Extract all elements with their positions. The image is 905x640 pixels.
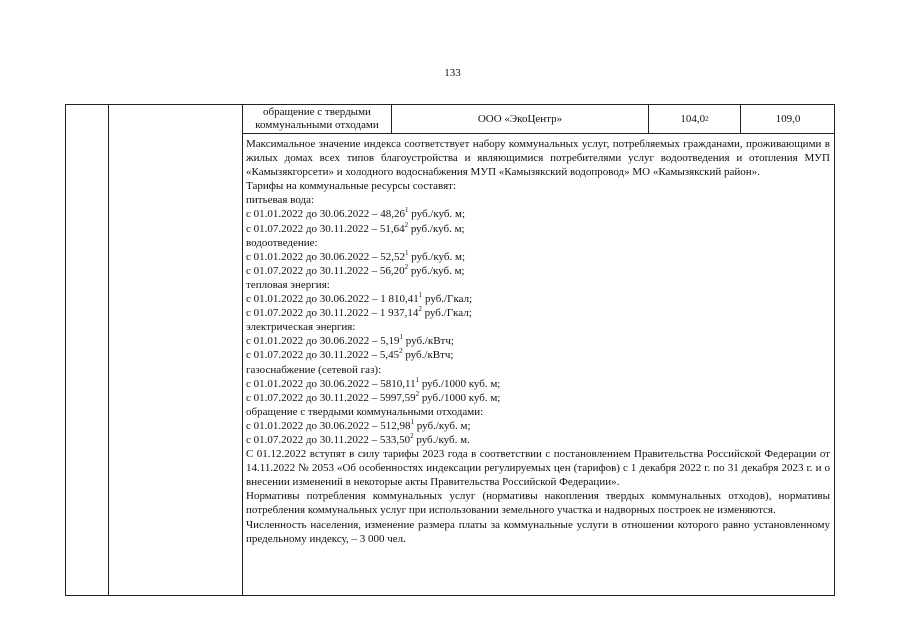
- description-cell: [246, 137, 830, 546]
- tariff-line: [246, 391, 830, 405]
- tariff-unit: руб./куб. м.: [413, 433, 470, 446]
- tariff-line: [246, 250, 830, 264]
- index-2023-cell: 109,0: [775, 112, 801, 125]
- footnote-mark: 2: [418, 305, 422, 314]
- tariff-period-value: с 01.07.2022 до 30.11.2022 – 1 937,14: [246, 307, 419, 320]
- paragraph-population: Численность населения, изменение размера платы за коммунальные услуги в отношении которого равно установленному предельному индексу, – 3 000 чел.: [246, 518, 830, 545]
- page-number: 133: [444, 67, 461, 79]
- resource-name: газоснабжение (сетевой газ):: [246, 363, 382, 376]
- tariff-period-value: с 01.01.2022 до 30.06.2022 – 48,26: [246, 208, 405, 221]
- tariff-unit: руб./Гкал;: [422, 293, 473, 306]
- resource-name: питьевая вода:: [246, 194, 315, 207]
- footnote-mark: 2: [410, 431, 414, 440]
- footnote-mark: 1: [404, 248, 409, 257]
- footnote-mark: 1: [399, 333, 403, 342]
- tariff-unit: руб./1000 куб. м;: [419, 391, 501, 404]
- tariff-period-value: с 01.07.2022 до 30.11.2022 – 5,45: [246, 349, 400, 362]
- footnote-mark: 2: [404, 262, 409, 271]
- footnote-mark: 1: [418, 291, 423, 300]
- tariff-unit: руб./1000 куб. м;: [419, 377, 501, 390]
- tariff-period-value: с 01.01.2022 до 30.06.2022 – 5810,11: [246, 377, 416, 390]
- tariff-period-value: с 01.01.2022 до 30.06.2022 – 5,19: [246, 335, 400, 348]
- row-divider: [242, 133, 834, 134]
- index-2022-value: 104,0: [680, 112, 706, 125]
- tariffs-intro: Тарифы на коммунальные ресурсы составят:: [246, 180, 457, 193]
- tariff-period-value: с 01.01.2022 до 30.06.2022 – 1 810,41: [246, 293, 419, 306]
- footnote-mark: 1: [415, 375, 420, 384]
- footnote-mark: 1: [410, 417, 414, 426]
- tariff-line: [246, 264, 830, 278]
- tariff-line: [246, 222, 830, 236]
- tariff-unit: руб./Гкал;: [421, 307, 472, 320]
- footnote-mark: 1: [404, 206, 409, 215]
- tariff-period-value: с 01.07.2022 до 30.11.2022 – 56,20: [246, 264, 405, 277]
- resource-name: тепловая энергия:: [246, 278, 330, 291]
- tariff-line: [246, 348, 830, 362]
- resource-name: водоотведение:: [246, 236, 318, 249]
- tariff-unit: руб./куб. м;: [408, 264, 465, 277]
- paragraph-index-description: Максимальное значение индекса соответствует набору коммунальных услуг, потребляемых гражданами, проживающими в жилых домах всех типов благоустройства и являющимися потребителями услуг водоотведения и отопления МУП «Камызякгорсети» и холодного водоснабжения МУП «Камызякский водопровод» МО «Камызякский район».: [246, 138, 830, 179]
- resource-name: обращение с твердыми коммунальными отходами:: [246, 405, 484, 418]
- tariff-unit: руб./кВтч;: [402, 349, 454, 362]
- tariff-line: [246, 292, 830, 306]
- footnote-mark: 2: [399, 347, 403, 356]
- tariff-unit: руб./куб. м;: [413, 419, 471, 432]
- provider-cell: ООО «ЭкоЦентр»: [477, 112, 563, 125]
- column-divider: [242, 105, 243, 595]
- footnote-mark: 2: [415, 389, 420, 398]
- column-divider: [108, 105, 109, 595]
- tariff-period-value: с 01.07.2022 до 30.11.2022 – 5997,59: [246, 391, 416, 404]
- tariff-line: [246, 419, 830, 433]
- tariff-period-value: с 01.01.2022 до 30.06.2022 – 52,52: [246, 250, 405, 263]
- resource-name: электрическая энергия:: [246, 321, 356, 334]
- tariff-list: [246, 179, 830, 447]
- tariff-table: [65, 104, 835, 596]
- paragraph-tariffs-2023: С 01.12.2022 вступят в силу тарифы 2023 года в соответствии с постановлением Правительства Российской Федерации от 14.11.2022 № 2053 «Об особенностях индексации регулируемых цен (тарифов) с 1 декабря 2022 г. по 31 декабря 2023 г. и о внесении изменений в некоторые акты Правительства Российской Федерации».: [246, 448, 830, 489]
- tariff-period-value: с 01.07.2022 до 30.11.2022 – 533,50: [246, 433, 411, 446]
- tariff-unit: руб./куб. м;: [408, 222, 465, 235]
- tariff-unit: руб./кВтч;: [402, 335, 454, 348]
- tariff-line: [246, 433, 830, 447]
- footnote-mark: 2: [404, 220, 409, 229]
- tariff-line: [246, 207, 830, 221]
- tariff-line: [246, 377, 830, 391]
- tariff-line: [246, 306, 830, 320]
- tariff-period-value: с 01.01.2022 до 30.06.2022 – 512,98: [246, 419, 411, 432]
- tariff-line: [246, 334, 830, 348]
- tariff-unit: руб./куб. м;: [408, 208, 466, 221]
- paragraph-norms: Нормативы потребления коммунальных услуг (нормативы накопления твердых коммунальных отходов), нормативы потребления коммунальных услуг при использовании земельного участка и надворных построек не изменяются.: [246, 490, 830, 517]
- index-2022-cell: 104,0 2: [680, 112, 709, 125]
- tariff-unit: руб./куб. м;: [408, 250, 466, 263]
- service-cell: обращение с твердыми коммунальными отходами: [255, 106, 379, 131]
- tariff-period-value: с 01.07.2022 до 30.11.2022 – 51,64: [246, 222, 405, 235]
